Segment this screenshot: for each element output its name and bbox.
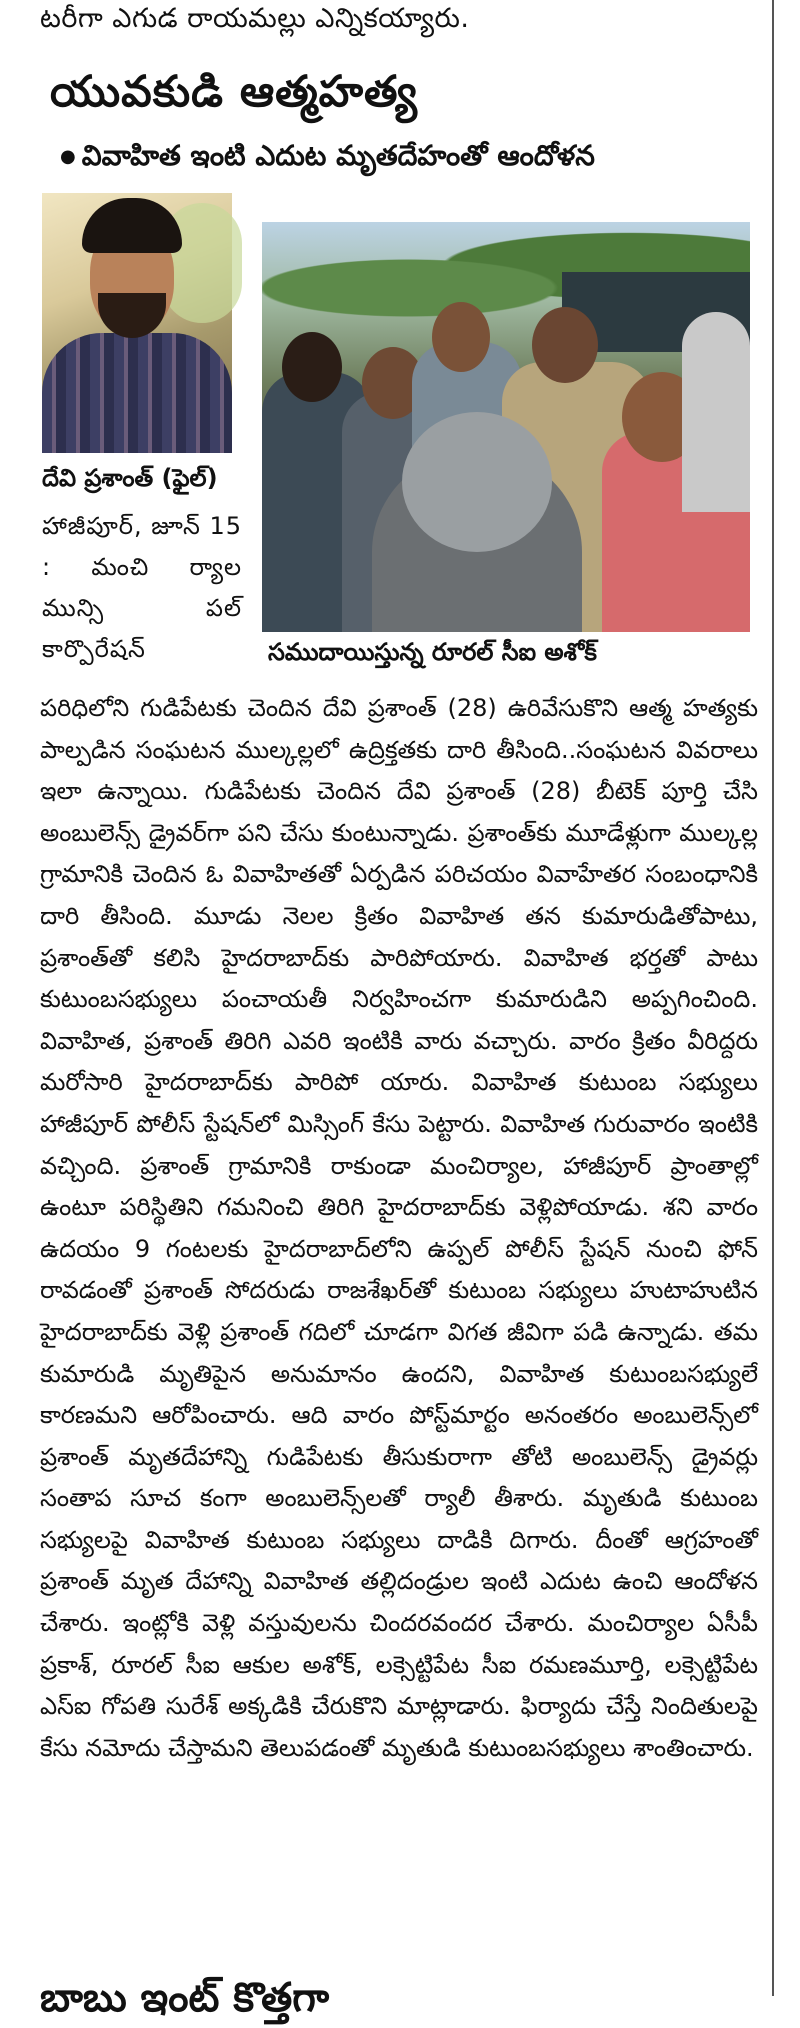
crowd-photo bbox=[262, 222, 750, 620]
person-photo-caption: దేవి ప్రశాంత్ (ఫైల్) bbox=[42, 464, 218, 492]
article-headline: యువకుడి ఆత్మహత్య bbox=[50, 67, 418, 117]
article-body: పరిధిలోని గుడిపేటకు చెందిన దేవి ప్రశాంత్ (28) ఉరివేసుకొని ఆత్మ హత్యకు పాల్పడిన సంఘటన ముల్కల్లలో ఉద్రిక్తతకు దారి తీసింది..సంఘటన వివరాలు ఇలా ఉన్నాయి. గుడిపేటకు చెందిన దేవి ప్రశాంత్ (28) బీటెక్ పూర్తి చేసి అంబులెన్స్ డ్రైవర్‌గా పని చేసు కుంటున్నాడు. ప్రశాంత్‌కు మూడేళ్లుగా ముల్కల్ల గ్రామానికి చెందిన ఓ వివాహితతో ఏర్పడిన పరిచయం వివాహేతర సంబంధానికి దారి తీసింది. మూడు నెలల క్రితం వివాహిత తన కుమారుడితోపాటు, ప్రశాంత్‌తో కలిసి హైదరాబాద్‌కు పారిపోయారు. వివాహిత భర్తతో పాటు కుటుంబసభ్యులు పంచాయతీ నిర్వహించగా కుమారుడిని అప్పగించింది. వివాహిత, ప్రశాంత్ తిరిగి ఎవరి ఇంటికి వారు వచ్చారు. వారం క్రితం వీరిద్దరు మరోసారి హైదరాబాద్‌కు పారిపో యారు. వివాహిత కుటుంబ సభ్యులు హాజీపూర్ పోలీస్ స్టేషన్‌లో మిస్సింగ్ కేసు పెట్టారు. వివాహిత గురువారం ఇంటికి వచ్చింది. ప్రశాంత్ గ్రామానికి రాకుండా మంచిర్యాల, హాజీపూర్ ప్రాంతాల్లో ఉంటూ పరిస్థితిని గమనించి తిరిగి హైదరాబాద్‌కు వెళ్లిపోయాడు. శని వారం ఉదయం 9 గంటలకు హైదరాబాద్‌లోని ఉప్పల్ పోలీస్ స్టేషన్ నుంచి ఫోన్ రావడంతో ప్రశాంత్ సోదరుడు రాజశేఖర్‌తో కుటుంబ సభ్యులు హుటాహుటిన హైదరాబాద్‌కు వెళ్లి ప్రశాంత్ గదిలో చూడగా విగత జీవిగా పడి ఉన్నాడు. తమ కుమారుడి మృతిపైన అనుమానం ఉందని, వివాహిత కుటుంబసభ్యులే కారణమని ఆరోపించారు. ఆది వారం పోస్ట్‌మార్టం అనంతరం అంబులెన్స్‌లో ప్రశాంత్ మృతదేహాన్ని గుడిపేటకు తీసుకురాగా తోటి అంబులెన్స్ డ్రైవర్లు సంతాప సూచ కంగా అంబులెన్స్‌లతో ర్యాలీ తీశారు. మృతుడి కుటుంబ సభ్యులపై వివాహిత కుటుంబ సభ్యులు దాడికి దిగారు. దీంతో ఆగ్రహంతో ప్రశాంత్ మృత దేహాన్ని వివాహిత తల్లిదండ్రుల ఇంటి ఎదుట ఉంచి ఆందోళన చేశారు. ఇంట్లోకి వెళ్లి వస్తువులను చిందరవందర చేశారు. మంచిర్యాల ఏసీపీ ప్రకాశ్, రూరల్ సీఐ ఆకుల అశోక్, లక్సెట్టిపేట సీఐ రమణమూర్తి, లక్సెట్టిపేట ఎస్ఐ గోపతి సురేశ్ అక్కడికి చేరుకొని మాట్లాడారు. ఫిర్యాదు చేస్తే నిందితులపై కేసు నమోదు చేస్తామని తెలుపడంతో మృతుడి కుటుంబసభ్యులు శాంతించారు. bbox=[40, 694, 758, 1762]
crowd-photo-caption: సముదాయిస్తున్న రూరల్ సీఐ అశోక్ bbox=[268, 638, 597, 666]
article-subheadline bbox=[60, 134, 595, 179]
bullet-icon: ● bbox=[60, 146, 76, 167]
column-rule bbox=[772, 0, 774, 1996]
person-photo bbox=[42, 193, 232, 451]
subheadline-text: వివాహిత ఇంటి ఎదుట మృతదేహంతో ఆందోళన bbox=[81, 139, 595, 172]
dateline-intro: హాజీపూర్, జూన్ 15 : మంచి ర్యాల మున్సి పల్ కార్పొరేషన్ bbox=[42, 512, 242, 663]
next-article-fragment: బాబు ఇంట్ కొత్తగా bbox=[40, 1975, 330, 2021]
previous-article-fragment: టరీగా ఎగుడ రాయమల్లు ఎన్నికయ్యారు. bbox=[40, 3, 470, 34]
